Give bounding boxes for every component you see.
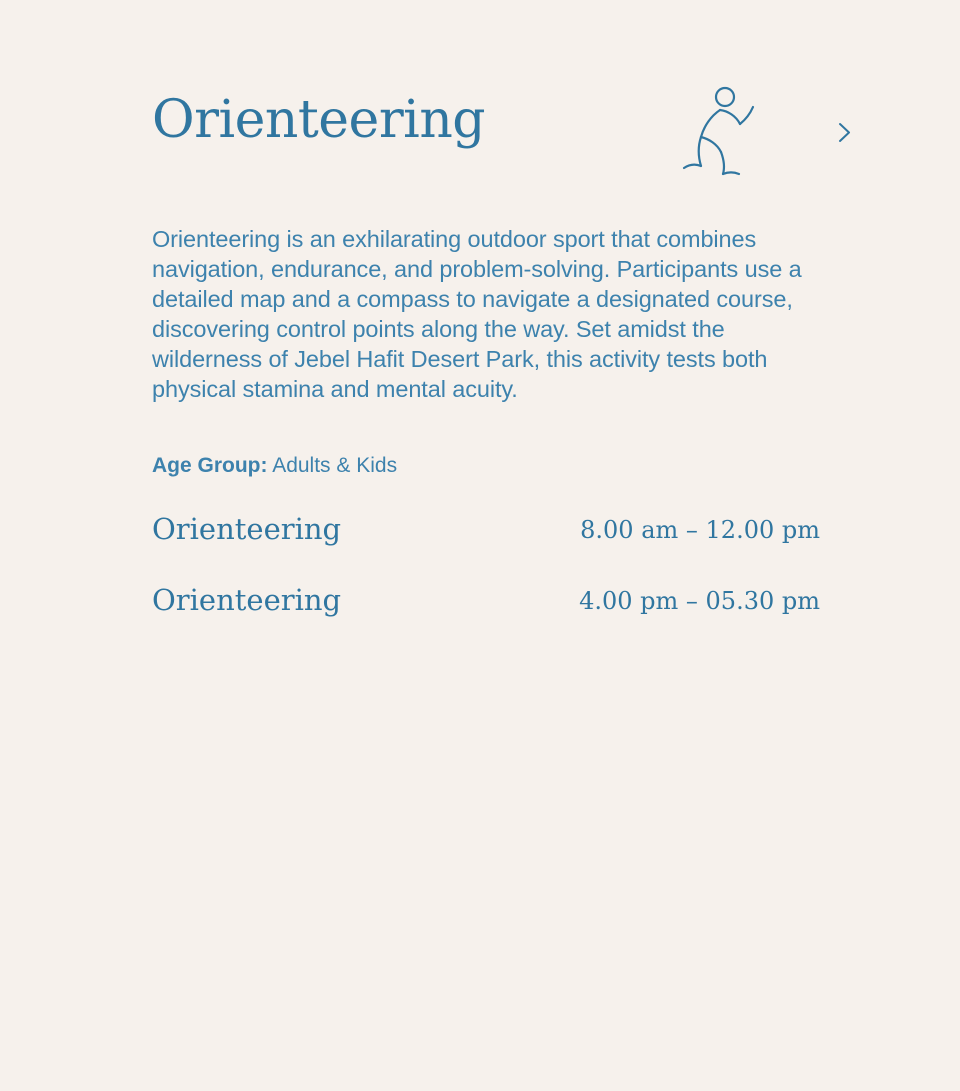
schedule-session-name: Orienteering: [152, 583, 342, 617]
age-group: [152, 452, 397, 480]
running-figure-icon: [662, 80, 772, 190]
schedule-session-time: 8.00 am – 12.00 pm: [580, 516, 820, 544]
schedule-session-time: 4.00 pm – 05.30 pm: [579, 587, 820, 615]
activity-description: Orienteering is an exhilarating outdoor sport that combines navigation, endurance, and problem-solving. Participants use a detailed map and a compass to navigate a designated course, discovering control points along the way. Set amidst the wilderness of Jebel Hafit Desert Park, this activity tests both physical stamina and mental acuity.: [152, 226, 802, 402]
list-item: [152, 579, 820, 650]
age-group-label: Age Group:: [152, 454, 268, 477]
schedule-session-name: Orienteering: [152, 512, 342, 546]
page-title: Orienteering: [152, 90, 486, 150]
list-item: [152, 508, 820, 579]
schedule-list: [152, 508, 820, 650]
page-header: [152, 90, 872, 190]
age-group-value: Adults & Kids: [272, 454, 398, 477]
chevron-right-icon[interactable]: [824, 112, 864, 152]
